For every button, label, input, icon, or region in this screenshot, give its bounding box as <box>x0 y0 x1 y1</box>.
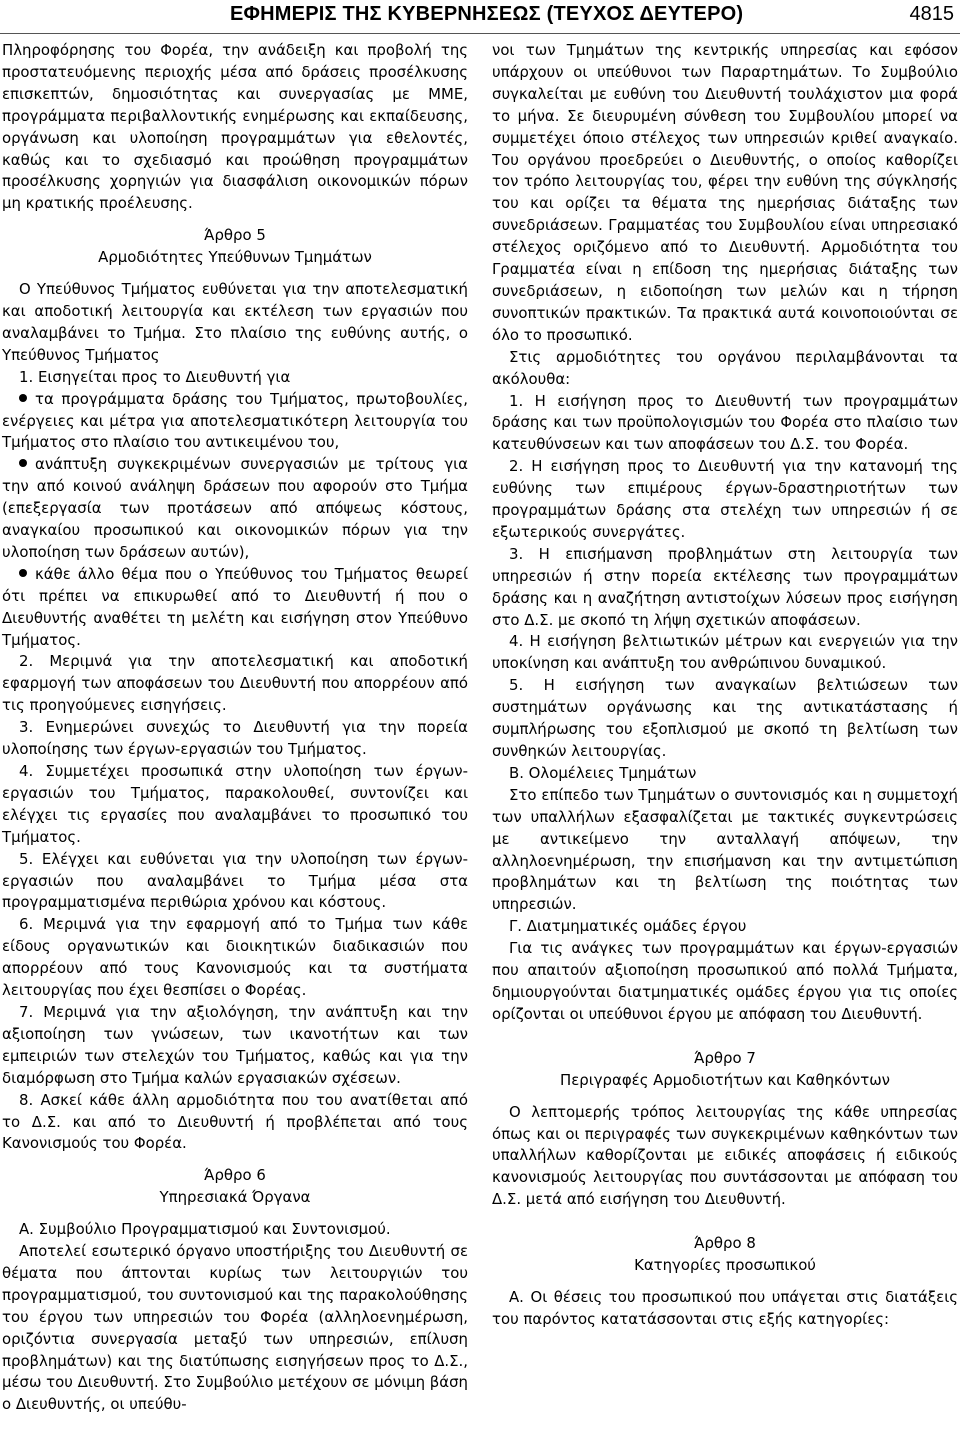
article-5-heading: Άρθρο 5 <box>204 226 266 245</box>
article-6-title: Υπηρεσιακά Όργανα <box>159 1188 311 1207</box>
bullet-text: τα προγράμματα δράσης του Τμήματος, πρωτοβουλίες, ενέργειες και μέτρα για αποτελεσματικότερη λειτουργία του Τμήματος στο πλαίσιο του αντικειμένου του, <box>2 389 468 452</box>
article-7-text: Ο λεπτομερής τρόπος λειτουργίας της κάθε υπηρεσίας όπως και οι περιγραφές των συγκεκριμένων καθηκόντων των υπαλλήλων καθορίζονται με ειδικές αποφάσεις ή ειδικούς κανονισμούς λειτουργίας που συντάσσονται με απόφαση του Δ.Σ. μετά από εισήγηση του Διευθυντή. <box>492 1102 958 1209</box>
article-5-intro: Ο Υπεύθυνος Τμήματος ευθύνεται για την αποτελεσματική και αποδοτική λειτουργία και εκτέλεση των εργασιών που αναλαμβάνει το Τμήμα. Στο πλαίσιο της ευθύνης αυτής, ο Υπεύθυνος Τμήματος <box>2 280 468 364</box>
page-number: 4815 <box>909 3 954 25</box>
bullet-text: κάθε άλλο θέμα που ο Υπεύθυνος του Τμήματος θεωρεί ότι πρέπει να επικυρωθεί από το Διευθυντή ή που ο Διευθυντής αναθέτει τη μελέτη και εισήγηση στον Υπεύθυνο Τμήματος. <box>2 564 468 649</box>
article-8-text: Α. Οι θέσεις του προσωπικού που υπάγεται στις διατάξεις του παρόντος κατατάσσονται στις εξής κατηγορίες: <box>492 1287 958 1328</box>
article-6-heading: Άρθρο 6 <box>204 1166 266 1185</box>
right-column <box>492 40 958 1331</box>
bullet-icon <box>19 459 27 467</box>
article-8-title: Κατηγορίες προσωπικού <box>634 1256 816 1275</box>
section-g-heading: Γ. Διατμηματικές ομάδες έργου <box>509 917 747 936</box>
article-5-item-5: 5. Ελέγχει και ευθύνεται για την υλοποίηση των έργων-εργασιών που αναλαμβάνει το Τμήμα μέσα στα προγραμματισμένα περιθώρια χρόνου και κόστους. <box>2 849 468 912</box>
section-g-text: Για τις ανάγκες των προγραμμάτων και έργων-εργασιών που απαιτούν αξιοποίηση προσωπικού από πολλά Τμήματα, δημιουργούνται διατμηματικές ομάδες έργου για τις οποίες ορίζονται οι υπεύθυνοι έργου με απόφαση του Διευθυντή. <box>492 939 958 1023</box>
article-7-heading: Άρθρο 7 <box>694 1048 756 1067</box>
article-5-item-8: 8. Ασκεί κάθε άλλη αρμοδιότητα που του ανατίθεται από το Δ.Σ. και από το Διευθυντή ή προβλέπεται από τους Κανονισμούς του Φορέα. <box>2 1090 468 1153</box>
bullet-icon <box>19 569 27 577</box>
bullet-text: ανάπτυξη συγκεκριμένων συνεργασιών με τρίτους για την από κοινού ανάληψη δράσεων που αφορούν στο Τμήμα (επεξεργασία των προτάσεων από απόψεως κόστους, αναγκαίου προσωπικού και οικονομικών πόρων για την υλοποίηση των δράσεων αυτών), <box>2 455 468 561</box>
responsibility-4: 4. Η εισήγηση βελτιωτικών μέτρων και ενεργειών για την υποκίνηση και ανάπτυξη του ανθρώπινου δυναμικού. <box>492 632 958 673</box>
article-5-item-7: 7. Μεριμνά για την αξιολόγηση, την ανάπτυξη και την αξιοποίηση των γνώσεων, των ικανοτήτων και των εμπειριών των στελεχών του Τμήματος, καθώς και για την διαμόρφωση στο Τμήμα καλών εργασιακών σχέσεων. <box>2 1002 468 1087</box>
continued-paragraph: νοι των Τμημάτων της κεντρικής υπηρεσίας και εφόσον υπάρχουν οι υπεύθυνοι των Παραρτημάτων. Το Συμβούλιο συγκαλείται με ευθύνη του Διευθυντή τουλάχιστον μια φορά το μήνα. Σε διευρυμένη σύνθεση του Συμβουλίου μπορεί να συμμετέχει όποιο στέλεχος των υπηρεσιών κριθεί αναγκαίο. Του οργάνου προεδρεύει ο Διευθυντής, ο οποίος καθορίζει τον τρόπο λειτουργίας του, φέρει την ευθύνη της σύγκλησής του και ορίζει τα θέματα της ημερήσιας διάταξης των συνεδριάσεων. Γραμματέας του Συμβουλίου είναι υπηρεσιακό στέλεχος οριζόμενο από το Διευθυντή. Αρμοδιότητα του Γραμματέα είναι η επίδοση της ημερήσιας διάταξης των συνεδριάσεων, η ειδοποίηση των μελών και η τήρηση συνοπτικών πρακτικών. Τα πρακτικά αυτά κοινοποιούνται σε όλο το προσωπικό. <box>492 41 958 344</box>
responsibility-2: 2. Η εισήγηση προς το Διευθυντή για την κατανομή της ευθύνης των επιμέρους έργων-δραστηριοτήτων των προγραμμάτων δράσης στα στελέχη των υπηρεσιών ή σε εξωτερικούς συνεργάτες. <box>492 457 958 541</box>
section-b-text: Στο επίπεδο των Τμημάτων ο συντονισμός και η συμμετοχή των υπαλλήλων εξασφαλίζεται με τακτικές συγκεντρώσεις με αντικείμενο την ανταλλαγή απόψεων, την αλληλοενημέρωση, την επισήμανση και την αντιμετώπιση προβλημάτων και τη βελτίωση της ποιότητας των υπηρεσιών. <box>492 785 958 914</box>
article-5-item-4: 4. Συμμετέχει προσωπικά στην υλοποίηση των έργων-εργασιών του Τμήματος, παρακολουθεί, συντονίζει και ελέγχει τις εργασίες που αναλαμβάνει το προσωπικό του Τμήματος. <box>2 762 468 846</box>
bullet-item <box>2 389 468 455</box>
responsibility-5: 5. Η εισήγηση των αναγκαίων βελτιώσεων των συστημάτων οργάνωσης και της αντικατάστασης ή συμπλήρωσης του εξοπλισμού με σκοπό τη βελτίωση των συνθηκών λειτουργίας. <box>492 676 958 760</box>
section-b-heading: Β. Ολομέλειες Τμημάτων <box>509 763 697 782</box>
bullet-icon <box>19 394 27 402</box>
responsibility-3: 3. Η επισήμανση προβλημάτων στη λειτουργία των υπηρεσιών ή στην πορεία εκτέλεσης των προγραμμάτων δράσης και η αναζήτηση αντιστοίχων λύσεων προς εισήγηση στο Δ.Σ. με σκοπό τη λήψη σχετικών αποφάσεων. <box>492 544 958 629</box>
article-5-title: Αρμοδιότητες Υπεύθυνων Τμημάτων <box>98 248 372 267</box>
bullet-item <box>2 564 468 652</box>
article-8-heading: Άρθρο 8 <box>694 1234 756 1253</box>
responsibility-1: 1. Η εισήγηση προς το Διευθυντή των προγραμμάτων δράσης και των προϋπολογισμών του Φορέα στο πλαίσιο των κατευθύνσεων και των αποφάσεων του Δ.Σ. του Φορέα. <box>492 391 958 454</box>
bullet-item <box>2 454 468 564</box>
page-header <box>0 0 960 40</box>
intro-paragraph: Πληροφόρησης του Φορέα, την ανάδειξη και προβολή της προστατευόμενης περιοχής μέσα από δράσεις προσέλκυσης επισκεπτών, δημοσιότητας και συνεργασίας με ΜΜΕ, προγράμματα περιβαλλοντικής ενημέρωσης και εκπαίδευσης, οργάνωση και υλοποίηση προγραμμάτων για εθελοντές, καθώς και το σχεδιασμό και προώθηση προγραμμάτων προσέλκυσης χορηγιών για διασφάλιση οικονομικών πόρων μη κρατικής προέλευσης. <box>2 41 468 213</box>
article-5-item-1: 1. Εισηγείται προς το Διευθυντή για <box>19 367 291 386</box>
article-6-section-a-text: Αποτελεί εσωτερικό όργανο υποστήριξης του Διευθυντή σε θέματα που άπτονται κυρίως των λειτουργιών του προγραμματισμού, του συντονισμού και της παρακολούθησης του έργου των υπηρεσιών του Φορέα (αλληλοενημέρωση, οριζόντια συνεργασία μεταξύ των υπηρεσιών, επίλυση προβλημάτων) και της διατύπωσης εισηγήσεων προς το Δ.Σ., μέσω του Διευθυντή. Στο Συμβούλιο μετέχουν σε μόνιμη βάση ο Διευθυντής, οι υπεύθυ- <box>2 1242 468 1414</box>
article-5-item-2: 2. Μεριμνά για την αποτελεσματική και αποδοτική εφαρμογή των αποφάσεων του Διευθυντή που απορρέουν από τις προηγούμενες εισηγήσεις. <box>2 652 468 715</box>
responsibilities-intro: Στις αρμοδιότητες του οργάνου περιλαμβάνονται τα ακόλουθα: <box>492 347 958 388</box>
article-5-item-6: 6. Μεριμνά για την εφαρμογή από το Τμήμα των κάθε είδους οργανωτικών και διοικητικών διαδικασιών που απορρέουν από τους Κανονισμούς και τα συστήματα λειτουργίας που έχει θεσπίσει ο Φορέας. <box>2 915 468 1000</box>
article-5-item-3: 3. Ενημερώνει συνεχώς το Διευθυντή για την πορεία υλοποίησης των έργων-εργασιών του Τμήματος. <box>2 718 468 759</box>
article-6-section-a: Α. Συμβούλιο Προγραμματισμού και Συντονισμού. <box>19 1220 391 1239</box>
article-7-title: Περιγραφές Αρμοδιοτήτων και Καθηκόντων <box>560 1070 890 1089</box>
header-rule <box>0 33 960 34</box>
gazette-title: ΕΦΗΜΕΡΙΣ ΤΗΣ ΚΥΒΕΡΝΗΣΕΩΣ (ΤΕΥΧΟΣ ΔΕΥΤΕΡΟ) <box>230 3 744 25</box>
left-column <box>2 40 468 1416</box>
